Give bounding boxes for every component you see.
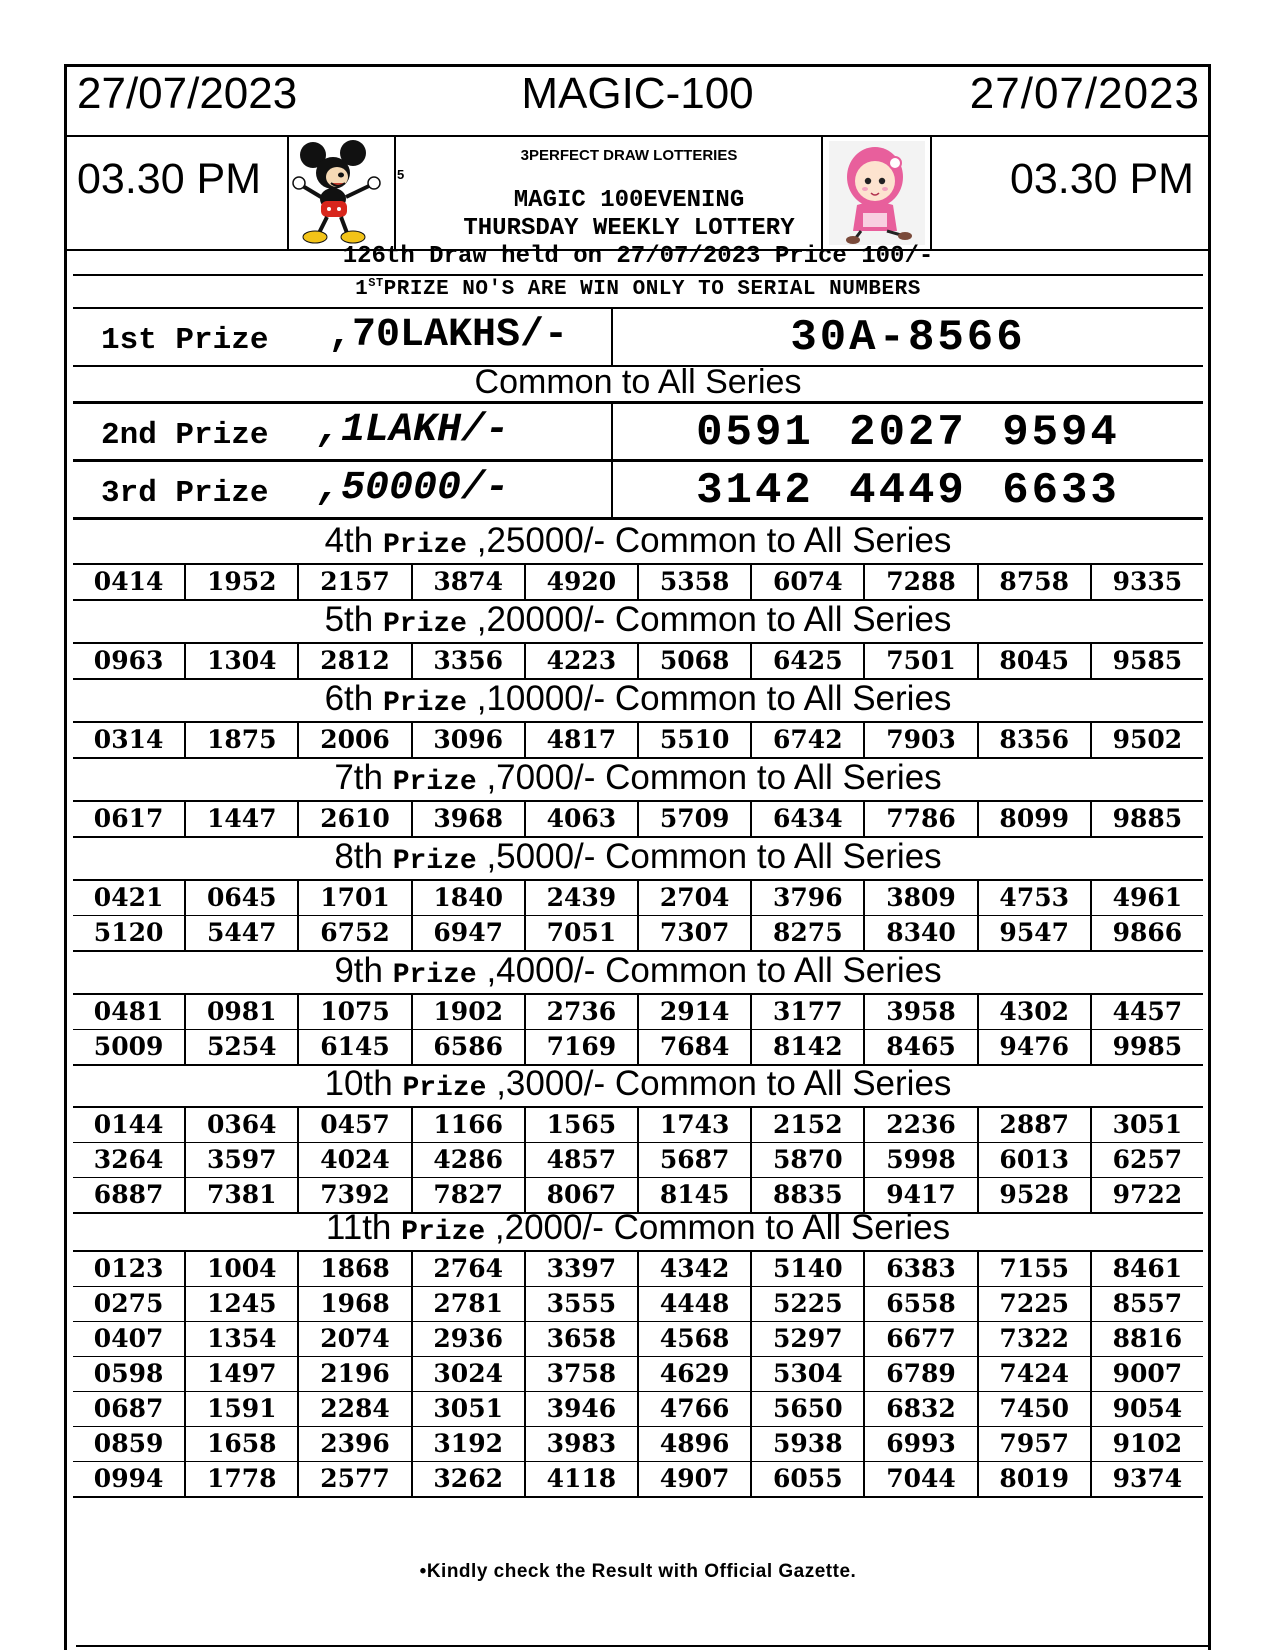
prize-numbers-7th (73, 800, 1203, 838)
winning-number: 3397 (524, 1252, 637, 1286)
winning-number: 1952 (184, 565, 297, 599)
winning-number: 4448 (637, 1287, 750, 1321)
winning-number: 8340 (863, 916, 976, 950)
winning-number: 6887 (93, 1180, 164, 1209)
winning-number: 7155 (977, 1252, 1090, 1286)
winning-number: 1658 (184, 1427, 297, 1461)
winning-number: 1591 (184, 1392, 297, 1426)
winning-number: 4920 (524, 565, 637, 599)
winning-number: 4568 (637, 1322, 750, 1356)
winning-number: 8045 (977, 644, 1090, 678)
winning-number: 0963 (93, 646, 164, 675)
winning-number: 7392 (297, 1178, 410, 1212)
winning-number: 7225 (977, 1287, 1090, 1321)
prize-heading-10th: 10th Prize ,3000/- Common to All Series (324, 1064, 952, 1104)
winning-number: 2157 (297, 565, 410, 599)
table-row (73, 1252, 1203, 1286)
winning-number: 9885 (1090, 802, 1203, 836)
winning-number: 2439 (524, 881, 637, 915)
banner-mark: 5 (397, 167, 405, 182)
winning-number: 0407 (93, 1324, 164, 1353)
winning-number: 2074 (297, 1322, 410, 1356)
winning-number: 4817 (524, 723, 637, 757)
winning-number: 8835 (750, 1178, 863, 1212)
winning-number: 8816 (1090, 1322, 1203, 1356)
winning-number: 7903 (863, 723, 976, 757)
winning-number: 0859 (93, 1429, 164, 1458)
winning-number: 9054 (1090, 1392, 1203, 1426)
first-prize-label: 1st Prize (101, 323, 269, 358)
table-row (73, 723, 1203, 757)
winning-number: 0414 (93, 567, 164, 596)
table-row (73, 1177, 1203, 1212)
winning-number: 6145 (297, 1030, 410, 1064)
winning-number: 2284 (297, 1392, 410, 1426)
winning-number: 9476 (977, 1030, 1090, 1064)
winning-number: 4286 (411, 1143, 524, 1177)
winning-number: 6013 (977, 1143, 1090, 1177)
winning-number: 8758 (977, 565, 1090, 599)
winning-number: 5650 (750, 1392, 863, 1426)
winning-number: 8461 (1090, 1252, 1203, 1286)
winning-number: 1354 (184, 1322, 297, 1356)
winning-number: 7044 (863, 1462, 976, 1496)
table-row (73, 802, 1203, 836)
winning-number: 8067 (524, 1178, 637, 1212)
winning-number: 4629 (637, 1357, 750, 1391)
winning-number: 4342 (637, 1252, 750, 1286)
winning-number: 9374 (1090, 1462, 1203, 1496)
winning-number: 4753 (977, 881, 1090, 915)
winning-number: 2764 (411, 1252, 524, 1286)
table-row (73, 1426, 1203, 1461)
second-prize-number: 0591 2027 9594 (696, 408, 1120, 458)
winning-number: 8099 (977, 802, 1090, 836)
winning-number: 2006 (297, 723, 410, 757)
bottom-divider (76, 1645, 1211, 1647)
winning-number: 1902 (411, 995, 524, 1029)
prize-numbers-8th (73, 879, 1203, 952)
winning-number: 3356 (411, 644, 524, 678)
winning-number: 1868 (297, 1252, 410, 1286)
winning-number: 0457 (297, 1108, 410, 1142)
winning-number: 3809 (863, 881, 976, 915)
winning-number: 2610 (297, 802, 410, 836)
winning-number: 0314 (93, 725, 164, 754)
winning-number: 0123 (93, 1254, 164, 1283)
winning-number: 5140 (750, 1252, 863, 1286)
winning-number: 6434 (750, 802, 863, 836)
winning-number: 5304 (750, 1357, 863, 1391)
table-row (73, 1142, 1203, 1177)
winning-number: 4896 (637, 1427, 750, 1461)
winning-number: 9102 (1090, 1427, 1203, 1461)
winning-number: 0687 (93, 1394, 164, 1423)
prize-numbers-11th (73, 1250, 1203, 1498)
winning-number: 1245 (184, 1287, 297, 1321)
winning-number: 6425 (750, 644, 863, 678)
winning-number: 5068 (637, 644, 750, 678)
table-row (73, 644, 1203, 678)
winning-number: 5510 (637, 723, 750, 757)
winning-number: 4118 (524, 1462, 637, 1496)
winning-number: 0481 (93, 997, 164, 1026)
prize-numbers-10th (73, 1106, 1203, 1214)
winning-number: 8142 (750, 1030, 863, 1064)
winning-number: 7786 (863, 802, 976, 836)
winning-number: 9866 (1090, 916, 1203, 950)
winning-number: 6742 (750, 723, 863, 757)
lottery-name-line2: THURSDAY WEEKLY LOTTERY (463, 215, 795, 242)
winning-number: 1968 (297, 1287, 410, 1321)
winning-number: 5447 (184, 916, 297, 950)
winning-number: 3264 (93, 1145, 164, 1174)
winning-number: 2936 (411, 1322, 524, 1356)
winning-number: 7827 (411, 1178, 524, 1212)
draw-date-left: 27/07/2023 (77, 69, 298, 118)
winning-number: 5225 (750, 1287, 863, 1321)
winning-number: 2152 (750, 1108, 863, 1142)
prize-heading-6th: 6th Prize ,10000/- Common to All Series (324, 679, 952, 719)
winning-number: 8019 (977, 1462, 1090, 1496)
winning-number: 3958 (863, 995, 976, 1029)
winning-number: 1497 (184, 1357, 297, 1391)
winning-number: 4024 (297, 1143, 410, 1177)
winning-number: 7501 (863, 644, 976, 678)
winning-number: 1166 (411, 1108, 524, 1142)
third-prize-row (73, 462, 1203, 518)
winning-number: 7450 (977, 1392, 1090, 1426)
table-row (73, 1461, 1203, 1496)
winning-number: 3968 (411, 802, 524, 836)
winning-number: 0364 (184, 1108, 297, 1142)
winning-number: 2812 (297, 644, 410, 678)
winning-number: 4302 (977, 995, 1090, 1029)
winning-number: 6832 (863, 1392, 976, 1426)
winning-number: 3192 (411, 1427, 524, 1461)
winning-number: 7684 (637, 1030, 750, 1064)
winning-number: 5938 (750, 1427, 863, 1461)
winning-number: 0645 (184, 881, 297, 915)
second-prize-amount: ,1LAKH/- (317, 408, 510, 453)
winning-number: 9585 (1090, 644, 1203, 678)
winning-number: 5009 (93, 1032, 164, 1061)
winning-number: 5254 (184, 1030, 297, 1064)
winning-number: 7307 (637, 916, 750, 950)
winning-number: 7288 (863, 565, 976, 599)
winning-number: 3983 (524, 1427, 637, 1461)
third-prize-number: 3142 4449 6633 (696, 466, 1120, 516)
winning-number: 1304 (184, 644, 297, 678)
winning-number: 9985 (1090, 1030, 1203, 1064)
winning-number: 0275 (93, 1289, 164, 1318)
winning-number: 5120 (93, 918, 164, 947)
winning-number: 1875 (184, 723, 297, 757)
winning-number: 3051 (411, 1392, 524, 1426)
table-row (73, 1029, 1203, 1064)
winning-number: 1701 (297, 881, 410, 915)
result-sheet (64, 64, 1211, 1650)
prize-numbers-6th (73, 721, 1203, 759)
prize-heading-11th: 11th Prize ,2000/- Common to All Series (325, 1208, 951, 1248)
table-row (73, 1108, 1203, 1142)
winning-number: 6586 (411, 1030, 524, 1064)
winning-number: 5709 (637, 802, 750, 836)
winning-number: 5998 (863, 1143, 976, 1177)
winning-number: 6074 (750, 565, 863, 599)
winning-number: 1840 (411, 881, 524, 915)
prize-heading-9th: 9th Prize ,4000/- Common to All Series (334, 951, 942, 991)
winning-number: 3051 (1090, 1108, 1203, 1142)
winning-number: 4907 (637, 1462, 750, 1496)
winning-number: 9547 (977, 916, 1090, 950)
winning-number: 5297 (750, 1322, 863, 1356)
winning-number: 9417 (863, 1178, 976, 1212)
winning-number: 6752 (297, 916, 410, 950)
winning-number: 6789 (863, 1357, 976, 1391)
winning-number: 4457 (1090, 995, 1203, 1029)
winning-number: 1075 (297, 995, 410, 1029)
common-note: Common to All Series (474, 363, 802, 401)
first-prize-number: 30A-8566 (790, 313, 1026, 363)
winning-number: 1447 (184, 802, 297, 836)
winning-number: 5358 (637, 565, 750, 599)
table-row (73, 915, 1203, 950)
winning-number: 7322 (977, 1322, 1090, 1356)
gazette-note: •Kindly check the Result with Official Gazette. (419, 1561, 857, 1582)
table-row (73, 1286, 1203, 1321)
serial-note: 1STPRIZE NO'S ARE WIN ONLY TO SERIAL NUMBERS (355, 276, 921, 301)
winning-number: 6257 (1090, 1143, 1203, 1177)
second-prize-label: 2nd Prize (101, 418, 269, 453)
prize-heading-7th: 7th Prize ,7000/- Common to All Series (334, 758, 942, 798)
prize-heading-5th: 5th Prize ,20000/- Common to All Series (324, 600, 952, 640)
winning-number: 5687 (637, 1143, 750, 1177)
prize-numbers-4th (73, 563, 1203, 601)
winning-number: 6383 (863, 1252, 976, 1286)
winning-number: 4063 (524, 802, 637, 836)
winning-number: 4766 (637, 1392, 750, 1426)
winning-number: 3024 (411, 1357, 524, 1391)
winning-number: 2704 (637, 881, 750, 915)
draw-date-right: 27/07/2023 (969, 69, 1200, 118)
winning-number: 8145 (637, 1178, 750, 1212)
second-prize-row (73, 404, 1203, 460)
prize-numbers-9th (73, 993, 1203, 1066)
winning-number: 8356 (977, 723, 1090, 757)
winning-number: 0994 (93, 1464, 164, 1493)
winning-number: 2236 (863, 1108, 976, 1142)
winning-number: 3874 (411, 565, 524, 599)
lottery-name-line1: MAGIC 100EVENING (513, 187, 745, 214)
winning-number: 4223 (524, 644, 637, 678)
winning-number: 9528 (977, 1178, 1090, 1212)
winning-number: 9335 (1090, 565, 1203, 599)
draw-info: 126th Draw held on 27/07/2023 Price 100/- (342, 243, 934, 270)
winning-number: 6947 (411, 916, 524, 950)
third-prize-label: 3rd Prize (101, 476, 269, 511)
winning-number: 2736 (524, 995, 637, 1029)
winning-number: 1743 (637, 1108, 750, 1142)
winning-number: 7381 (184, 1178, 297, 1212)
winning-number: 3758 (524, 1357, 637, 1391)
winning-number: 0617 (93, 804, 164, 833)
winning-number: 3946 (524, 1392, 637, 1426)
winning-number: 3177 (750, 995, 863, 1029)
winning-number: 8557 (1090, 1287, 1203, 1321)
winning-number: 3658 (524, 1322, 637, 1356)
winning-number: 3096 (411, 723, 524, 757)
winning-number: 1004 (184, 1252, 297, 1286)
header-row (67, 67, 1208, 135)
first-prize-amount: ,70LAKHS/- (328, 313, 569, 358)
winning-number: 2196 (297, 1357, 410, 1391)
winning-number: 4961 (1090, 881, 1203, 915)
winning-number: 1565 (524, 1108, 637, 1142)
winning-number: 3555 (524, 1287, 637, 1321)
winning-number: 2781 (411, 1287, 524, 1321)
winning-number: 6993 (863, 1427, 976, 1461)
lottery-banner (67, 135, 1208, 251)
winning-number: 6558 (863, 1287, 976, 1321)
third-prize-amount: ,50000/- (317, 466, 510, 511)
prize-heading-4th: 4th Prize ,25000/- Common to All Series (324, 521, 952, 561)
winning-number: 6055 (750, 1462, 863, 1496)
cartoon-girl-icon (827, 139, 927, 247)
draw-time-left: 03.30 PM (77, 155, 262, 203)
winning-number: 3597 (184, 1143, 297, 1177)
winning-number: 4857 (524, 1143, 637, 1177)
winning-number: 6677 (863, 1322, 976, 1356)
winning-number: 7424 (977, 1357, 1090, 1391)
table-row (73, 995, 1203, 1029)
winning-number: 2914 (637, 995, 750, 1029)
lottery-title: MAGIC-100 (521, 69, 754, 118)
winning-number: 1778 (184, 1462, 297, 1496)
winning-number: 0981 (184, 995, 297, 1029)
winning-number: 9722 (1090, 1178, 1203, 1212)
table-row (73, 565, 1203, 599)
prize-heading-8th: 8th Prize ,5000/- Common to All Series (334, 837, 942, 877)
winning-number: 5870 (750, 1143, 863, 1177)
company-name: 3PERFECT DRAW LOTTERIES (520, 147, 738, 164)
table-row (73, 881, 1203, 915)
winning-number: 8275 (750, 916, 863, 950)
winning-number: 2887 (977, 1108, 1090, 1142)
mickey-mouse-icon (291, 139, 391, 247)
winning-number: 0421 (93, 883, 164, 912)
winning-number: 9502 (1090, 723, 1203, 757)
first-prize-row (73, 309, 1203, 365)
table-row (73, 1391, 1203, 1426)
winning-number: 8465 (863, 1030, 976, 1064)
winning-number: 2577 (297, 1462, 410, 1496)
winning-number: 2396 (297, 1427, 410, 1461)
winning-number: 7051 (524, 916, 637, 950)
table-row (73, 1356, 1203, 1391)
winning-number: 3262 (411, 1462, 524, 1496)
winning-number: 3796 (750, 881, 863, 915)
prize-numbers-5th (73, 642, 1203, 680)
table-row (73, 1321, 1203, 1356)
winning-number: 9007 (1090, 1357, 1203, 1391)
winning-number: 7957 (977, 1427, 1090, 1461)
winning-number: 0598 (93, 1359, 164, 1388)
winning-number: 0144 (93, 1110, 164, 1139)
winning-number: 7169 (524, 1030, 637, 1064)
draw-time-right: 03.30 PM (1009, 155, 1194, 203)
